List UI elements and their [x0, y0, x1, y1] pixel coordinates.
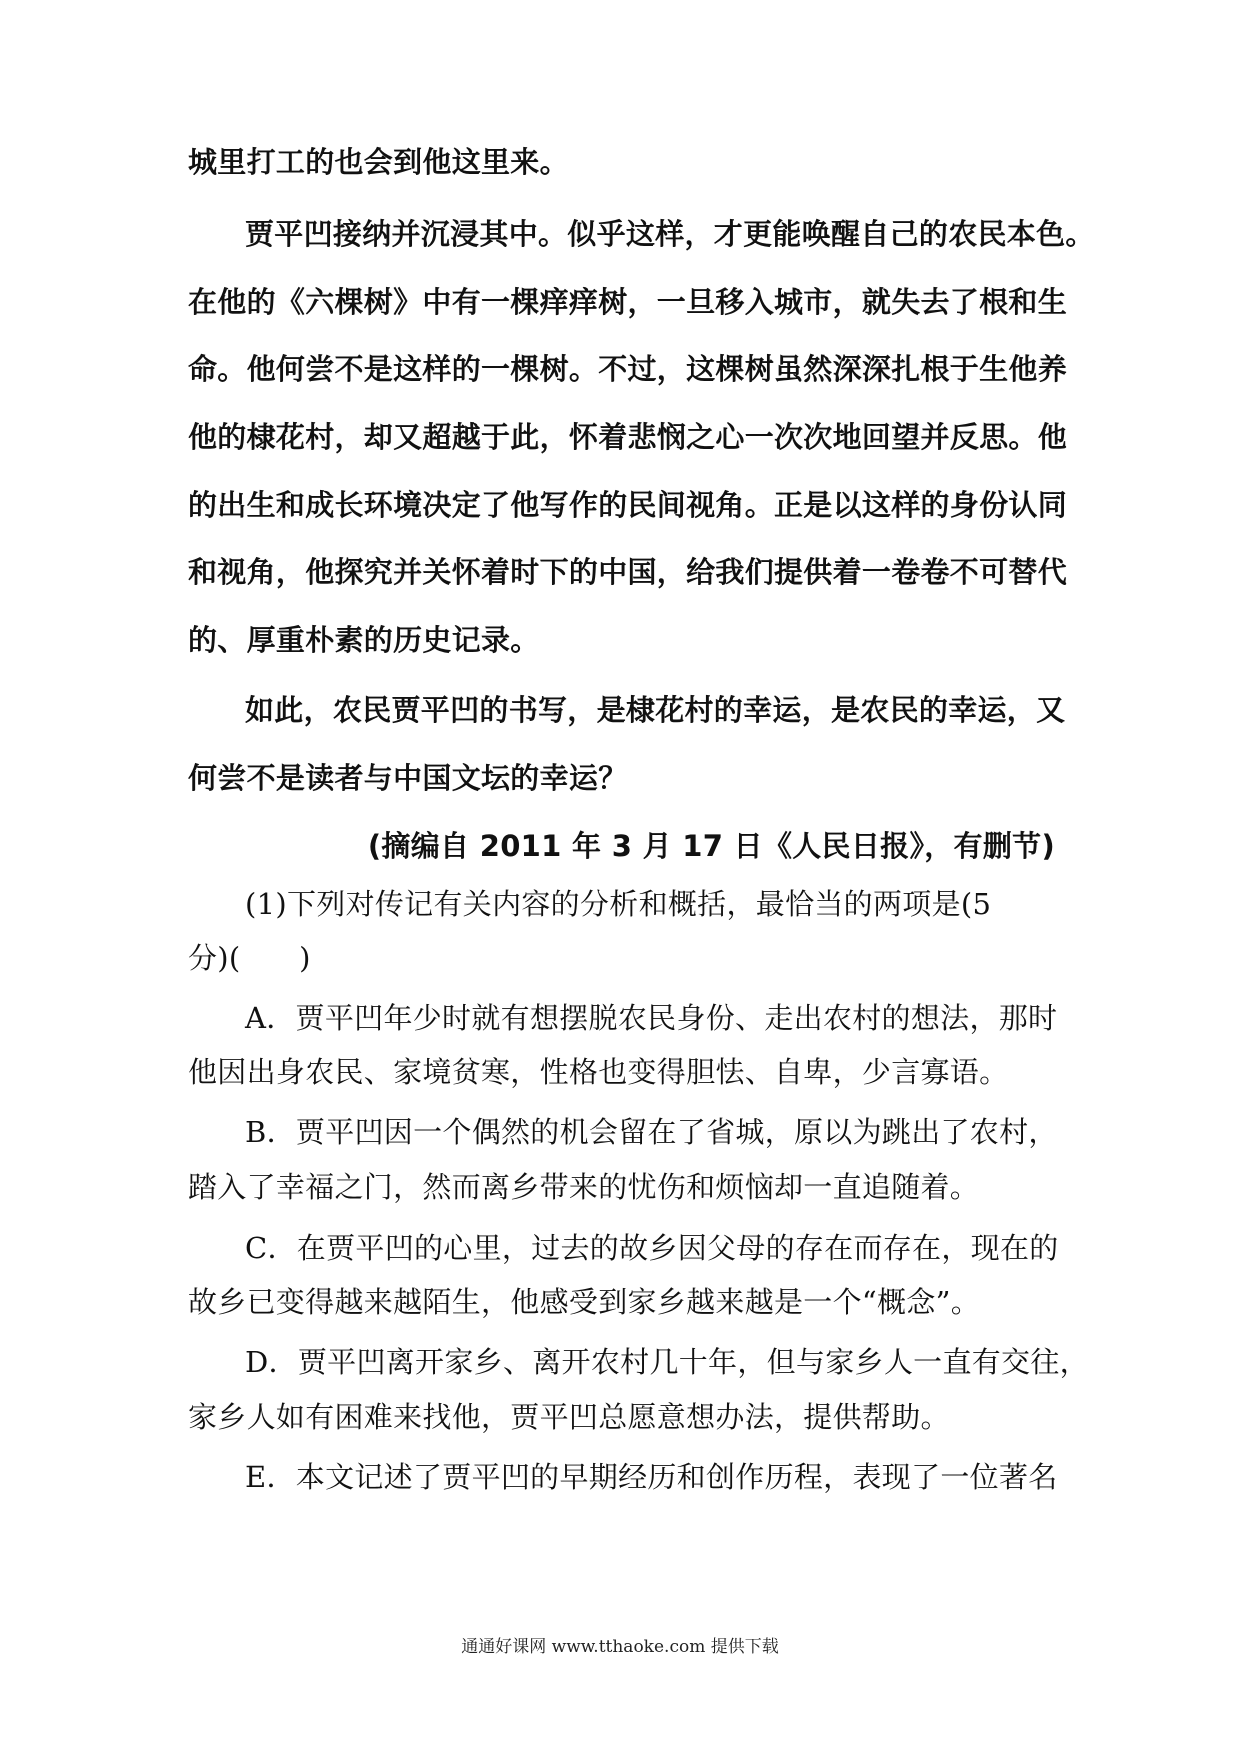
option-c-cont: 故乡已变得越来越陌生，他感受到家乡越来越是一个“概念”。: [188, 1285, 981, 1319]
article-line: 的出生和成长环境决定了他写作的民间视角。正是以这样的身份认同: [188, 488, 1068, 522]
footer-source: 通通好课网 www.tthaoke.com 提供下载: [461, 1637, 779, 1657]
article-line: 在他的《六棵树》中有一棵痒痒树，一旦移入城市，就失去了根和生: [188, 285, 1068, 319]
article-line: 和视角，他探究并关怀着时下的中国，给我们提供着一卷卷不可替代: [188, 555, 1068, 589]
article-line: 的、厚重朴素的历史记录。: [188, 623, 540, 657]
question-stem-cont: 分)( ): [188, 941, 311, 975]
option-a: A．贾平凹年少时就有想摆脱农民身份、走出农村的想法，那时: [245, 1001, 1058, 1035]
article-source: (摘编自 2011 年 3 月 17 日《人民日报》，有删节): [367, 829, 1055, 863]
option-b: B．贾平凹因一个偶然的机会留在了省城，原以为跳出了农村，: [245, 1115, 1058, 1149]
article-line: 贾平凹接纳并沉浸其中。似乎这样，才更能唤醒自己的农民本色。: [245, 217, 1095, 251]
option-b-cont: 踏入了幸福之门，然而离乡带来的忧伤和烦恼却一直追随着。: [188, 1170, 980, 1204]
option-a-cont: 他因出身农民、家境贫寒，性格也变得胆怯、自卑，少言寡语。: [188, 1055, 1009, 1089]
option-d: D．贾平凹离开家乡、离开农村几十年，但与家乡人一直有交往，: [245, 1345, 1089, 1379]
article-line: 城里打工的也会到他这里来。: [188, 145, 569, 179]
article-line: 何尝不是读者与中国文坛的幸运？: [188, 761, 628, 795]
option-d-cont: 家乡人如有困难来找他，贾平凹总愿意想办法，提供帮助。: [188, 1400, 950, 1434]
article-line: 他的棣花村，却又超越于此，怀着悲悯之心一次次地回望并反思。他: [188, 420, 1068, 454]
article-line: 命。他何尝不是这样的一棵树。不过，这棵树虽然深深扎根于生他养: [188, 352, 1068, 386]
article-line: 如此，农民贾平凹的书写，是棣花村的幸运，是农民的幸运，又: [245, 693, 1066, 727]
option-e: E．本文记述了贾平凹的早期经历和创作历程，表现了一位著名: [245, 1460, 1058, 1494]
option-c: C．在贾平凹的心里，过去的故乡因父母的存在而存在，现在的: [245, 1231, 1059, 1265]
question-stem: (1)下列对传记有关内容的分析和概括，最恰当的两项是(5: [245, 887, 992, 921]
